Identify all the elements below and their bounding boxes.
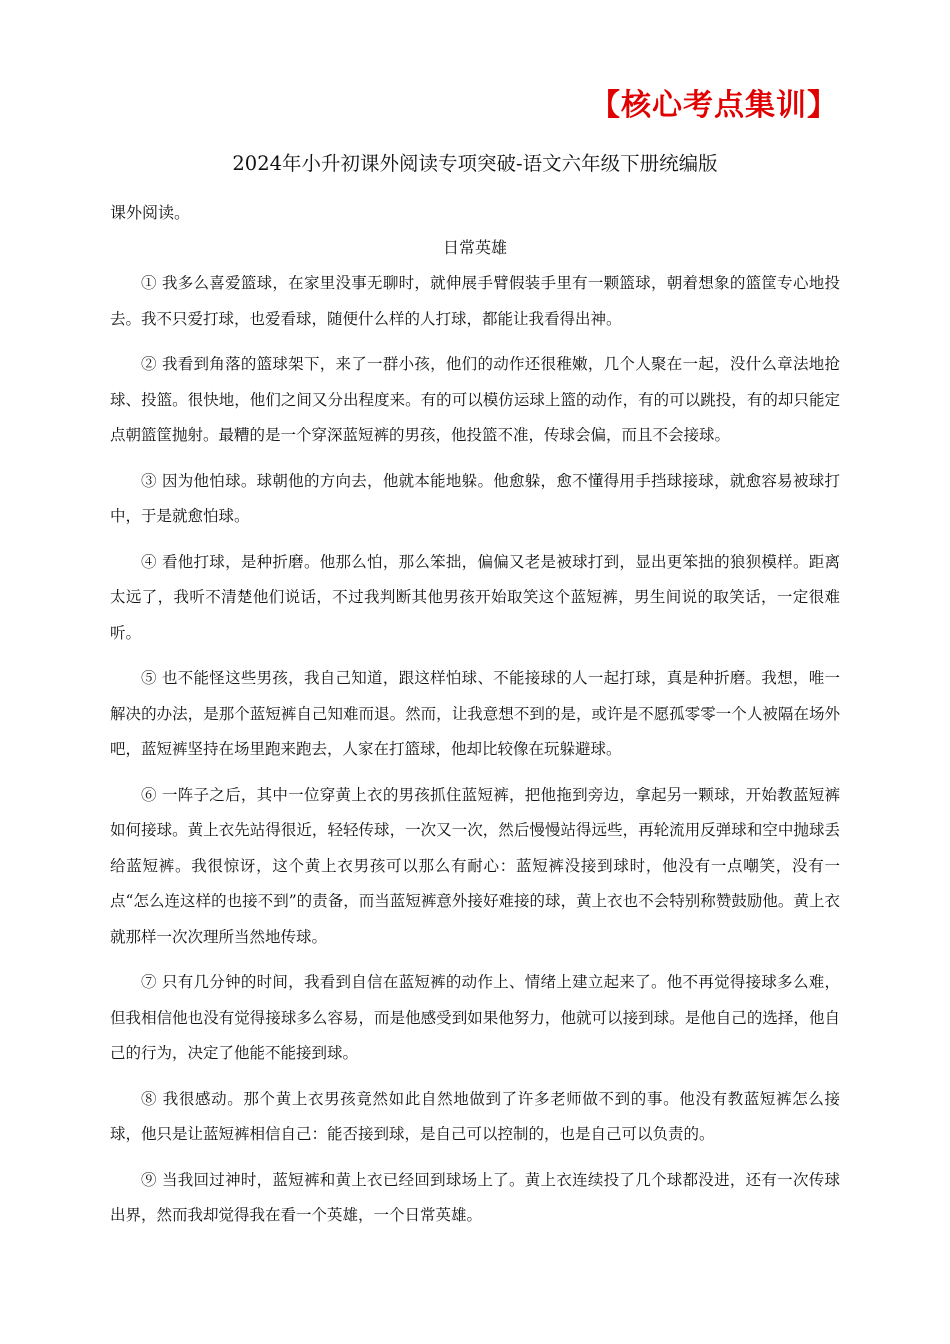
paragraph-2: ② 我看到角落的篮球架下，来了一群小孩，他们的动作还很稚嫩，几个人聚在一起，没什么章法地抢球、投篮。很快地，他们之间又分出程度来。有的可以模仿运球上篮的动作，有的可以跳投，有的却只能定点朝篮筐抛射。最糟的是一个穿深蓝短裤的男孩，他投篮不准，传球会偏，而且不会接球。	[110, 355, 840, 444]
paragraph-6: ⑥ 一阵子之后，其中一位穿黄上衣的男孩抓住蓝短裤，把他拖到旁边，拿起另一颗球，开始教蓝短裤如何接球。黄上衣先站得很近，轻轻传球，一次又一次，然后慢慢站得远些，再轮流用反弹球和空中抛球丢给蓝短裤。我很惊讶，这个黄上衣男孩可以那么有耐心：蓝短裤没接到球时，他没有一点嘲笑，没有一点“怎么连这样的也接不到”的责备，而当蓝短裤意外接好难接的球，黄上衣也不会特别称赞鼓励他。黄上衣就那样一次次理所当然地传球。	[110, 785, 840, 946]
story-body	[110, 266, 840, 1244]
paragraph-8: ⑧ 我很感动。那个黄上衣男孩竟然如此自然地做到了许多老师做不到的事。他没有教蓝短裤怎么接球，他只是让蓝短裤相信自己：能否接到球，是自己可以控制的，也是自己可以负责的。	[110, 1089, 840, 1143]
core-points-tag: 【核心考点集训】	[590, 88, 838, 123]
paragraph-5: ⑤ 也不能怪这些男孩，我自己知道，跟这样怕球、不能接球的人一起打球，真是种折磨。我想，唯一解决的办法，是那个蓝短裤自己知难而退。然而，让我意想不到的是，或许是不愿孤零零一个人被隔在场外吧，蓝短裤坚持在场里跑来跑去，人家在打篮球，他却比较像在玩躲避球。	[110, 669, 840, 758]
paragraph-1: ① 我多么喜爱篮球，在家里没事无聊时，就伸展手臂假装手里有一颗篮球，朝着想象的篮筐专心地投去。我不只爱打球，也爱看球，随便什么样的人打球，都能让我看得出神。	[110, 274, 840, 328]
paragraph-4: ④ 看他打球，是种折磨。他那么怕，那么笨拙，偏偏又老是被球打到，显出更笨拙的狼狈模样。距离太远了，我听不清楚他们说话，不过我判断其他男孩开始取笑这个蓝短裤，男生间说的取笑话，一定很难听。	[110, 552, 840, 642]
paragraph-7: ⑦ 只有几分钟的时间，我看到自信在蓝短裤的动作上、情绪上建立起来了。他不再觉得接球多么难，但我相信他也没有觉得接球多么容易，而是他感受到如果他努力，他就可以接到球。是他自己的选择，他自己的行为，决定了他能不能接到球。	[110, 973, 840, 1062]
section-intro: 课外阅读。	[110, 203, 191, 222]
document-title: 2024年小升初课外阅读专项突破-语文六年级下册统编版	[232, 152, 718, 175]
story-title: 日常英雄	[442, 238, 507, 257]
paragraph-3: ③ 因为他怕球。球朝他的方向去，他就本能地躲。他愈躲，愈不懂得用手挡球接球，就愈容易被球打中，于是就愈怕球。	[110, 471, 840, 525]
paragraph-9: ⑨ 当我回过神时，蓝短裤和黄上衣已经回到球场上了。黄上衣连续投了几个球都没进，还有一次传球出界，然而我却觉得我在看一个英雄，一个日常英雄。	[110, 1170, 840, 1224]
